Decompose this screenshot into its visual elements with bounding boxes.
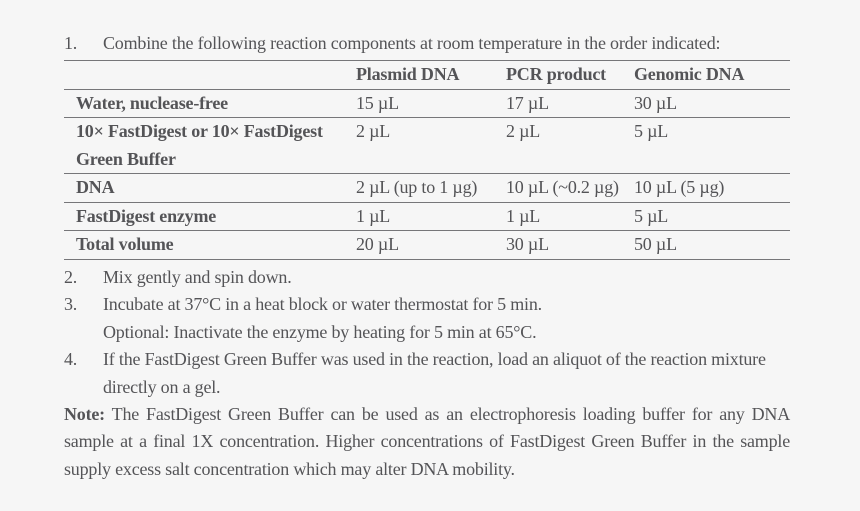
table-row-enzyme: [64, 202, 790, 231]
cell-value: 10 µL (5 µg): [634, 177, 725, 198]
cell-value: 5 µL: [634, 121, 669, 142]
table-row-buffer: [64, 118, 790, 174]
step-3-optional-text: Optional: Inactivate the enzyme by heating for 5 min at 65°C.: [103, 321, 537, 342]
table-row-total: [64, 231, 790, 260]
step-3-number: 3.: [64, 294, 78, 315]
step-3: [64, 291, 790, 346]
step-1: [64, 30, 790, 57]
step-4-text: If the FastDigest Green Buffer was used in the reaction, load an aliquot of the reaction mixture: [103, 349, 766, 370]
step-4-text-continued: directly on a gel.: [103, 376, 221, 397]
row-label: Water, nuclease-free: [76, 92, 228, 113]
step-2: [64, 264, 790, 291]
note-paragraph: [64, 401, 790, 483]
cell-value: 2 µL (up to 1 µg): [356, 177, 478, 198]
step-3-text: Incubate at 37°C in a heat block or water thermostat for 5 min.: [103, 294, 542, 315]
note-text: The FastDigest Green Buffer can be used as an electrophoresis loading buffer for any DNA sample at a final 1X concentration. Higher concentrations of FastDigest Green Buffer in the sample supply excess salt concentration which may alter DNA mobility.: [64, 403, 790, 479]
cell-value: 5 µL: [634, 205, 669, 226]
step-4-number: 4.: [64, 349, 78, 370]
cell-value: 1 µL: [356, 205, 391, 226]
cell-value: 17 µL: [506, 92, 549, 113]
header-component: [64, 61, 356, 90]
table-header-row: [64, 61, 790, 90]
cell-value: 1 µL: [506, 205, 541, 226]
cell-value: 15 µL: [356, 92, 399, 113]
header-genomic-dna: Genomic DNA: [634, 64, 745, 85]
row-label: 10× FastDigest or 10× FastDigest Green Buffer: [76, 121, 323, 169]
step-2-text: Mix gently and spin down.: [103, 266, 292, 287]
cell-value: 30 µL: [634, 92, 677, 113]
cell-value: 30 µL: [506, 234, 549, 255]
note-label: Note:: [64, 403, 105, 424]
step-1-text: Combine the following reaction components at room temperature in the order indicated:: [103, 33, 721, 53]
step-1-number: 1.: [64, 33, 78, 53]
header-plasmid-dna: Plasmid DNA: [356, 64, 460, 85]
table-row-dna: [64, 174, 790, 203]
step-2-number: 2.: [64, 266, 78, 287]
reaction-components-table: [64, 60, 790, 260]
cell-value: 2 µL: [506, 121, 541, 142]
cell-value: 2 µL: [356, 121, 391, 142]
cell-value: 50 µL: [634, 234, 677, 255]
table-row-water: [64, 89, 790, 118]
row-label: FastDigest enzyme: [76, 205, 217, 226]
step-4: [64, 346, 790, 401]
header-pcr-product: PCR product: [506, 64, 606, 85]
cell-value: 20 µL: [356, 234, 399, 255]
cell-value: 10 µL (~0.2 µg): [506, 177, 619, 198]
row-label: Total volume: [76, 234, 174, 255]
row-label: DNA: [76, 177, 115, 198]
